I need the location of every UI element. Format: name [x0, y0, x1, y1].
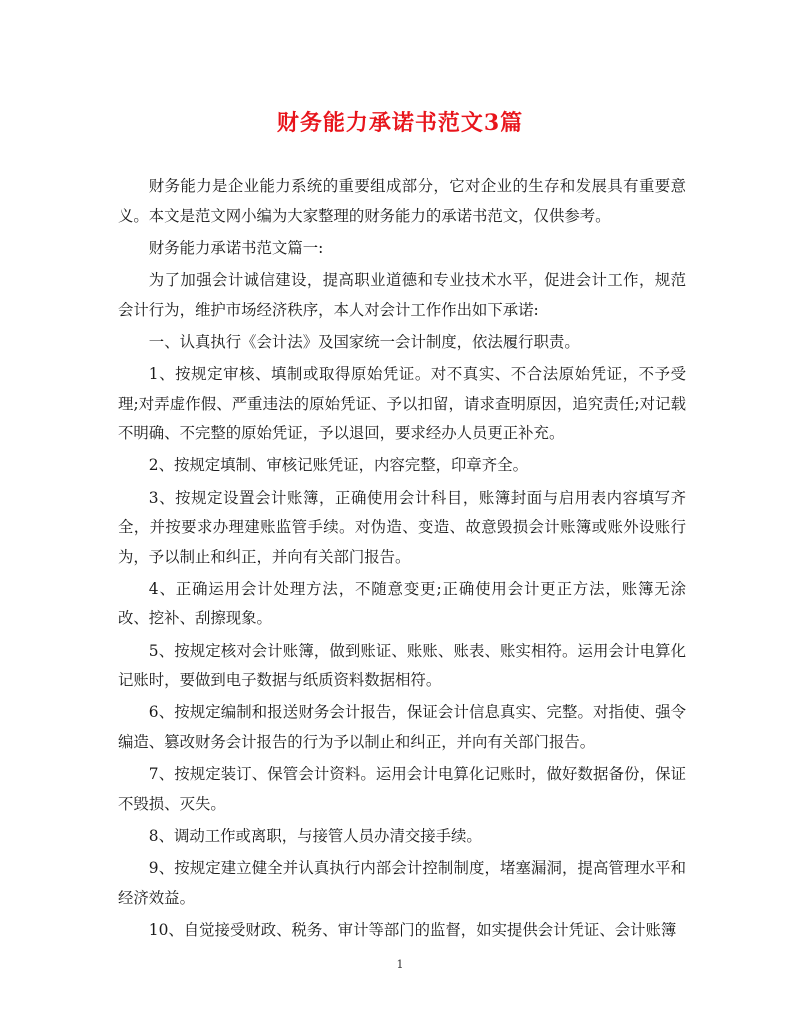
document-body	[118, 172, 686, 948]
paragraph-section-heading: 财务能力承诺书范文篇一:	[148, 238, 324, 257]
paragraph-item-main: 一、认真执行《会计法》及国家统一会计制度，依法履行职责。	[148, 332, 580, 351]
paragraph-item-9: 9、按规定建立健全并认真执行内部会计控制制度，堵塞漏洞，提高管理水平和经济效益。	[118, 859, 686, 907]
paragraph-item-2: 2、按规定填制、审核记账凭证，内容完整，印章齐全。	[148, 456, 528, 475]
paragraph-intro: 财务能力是企业能力系统的重要组成部分，它对企业的生存和发展具有重要意义。本文是范文网小编为大家整理的财务能力的承诺书范文，仅供参考。	[118, 177, 686, 225]
paragraph-item-5: 5、按规定核对会计账簿，做到账证、账账、账表、账实相符。运用会计电算化记账时，要做到电子数据与纸质资料数据相符。	[118, 641, 686, 690]
paragraph-item-8: 8、调动工作或离职，与接管人员办清交接手续。	[148, 827, 482, 845]
paragraph-item-4: 4、正确运用会计处理方法，不随意变更;正确使用会计更正方法，账簿无涂改、挖补、刮擦现象。	[118, 579, 686, 628]
page-number: 1	[396, 958, 404, 971]
paragraph-item-1: 1、按规定审核、填制或取得原始凭证。对不真实、不合法原始凭证，不予受理;对弄虚作假、严重违法的原始凭证、予以扣留，请求查明原因，追究责任;对记载不明确、不完整的原始凭证，予以退回，要求经办人员更正补充。	[118, 364, 686, 443]
paragraph-item-3: 3、按规定设置会计账簿，正确使用会计科目，账簿封面与启用表内容填写齐全，并按要求办理建账监管手续。对伪造、变造、故意毁损会计账簿或账外设账行为，予以制止和纠正，并向有关部门报告。	[118, 488, 686, 566]
paragraph-preamble: 为了加强会计诚信建设，提高职业道德和专业技术水平，促进会计工作，规范会计行为，维护市场经济秩序，本人对会计工作作出如下承诺:	[118, 270, 686, 319]
paragraph-item-6: 6、按规定编制和报送财务会计报告，保证会计信息真实、完整。对指使、强令编造、篡改财务会计报告的行为予以制止和纠正，并向有关部门报告。	[118, 703, 686, 752]
paragraph-item-10: 10、自觉接受财政、税务、审计等部门的监督，如实提供会计凭证、会计账簿	[148, 920, 677, 939]
document-title: 财务能力承诺书范文3篇	[276, 110, 524, 136]
paragraph-item-7: 7、按规定装订、保管会计资料。运用会计电算化记账时，做好数据备份，保证不毁损、灭失。	[118, 765, 686, 813]
